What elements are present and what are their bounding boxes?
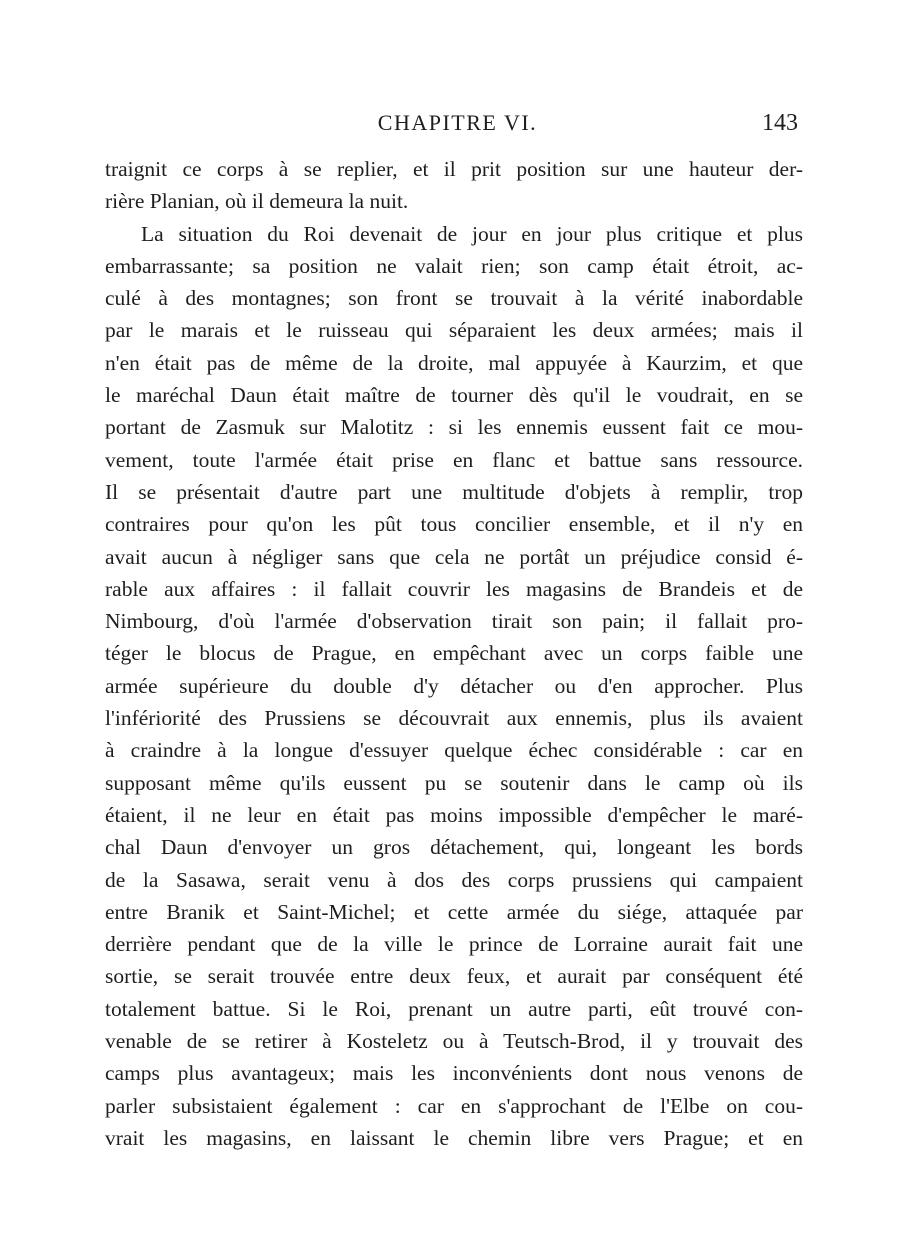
chapter-title: CHAPITRE VI. xyxy=(377,110,538,135)
text-line: étaient, il ne leur en était pas moins impossible d'empêcher le maré- xyxy=(105,802,803,827)
text-line: à craindre à la longue d'essuyer quelque échec considérable : car en xyxy=(105,738,803,763)
text-line: de la Sasawa, serait venu à dos des corps prussiens qui campaient xyxy=(105,867,803,892)
text-line: totalement battue. Si le Roi, prenant un autre parti, eût trouvé con- xyxy=(105,996,803,1021)
text-line: le maréchal Daun était maître de tourner dès qu'il le voudrait, en se xyxy=(105,383,803,408)
text-line: par le marais et le ruisseau qui séparaient les deux armées; mais il xyxy=(105,318,803,343)
running-head xyxy=(0,108,900,138)
text-line: Nimbourg, d'où l'armée d'observation tirait son pain; il fallait pro- xyxy=(105,609,803,634)
text-line: contraires pour qu'on les pût tous concilier ensemble, et il n'y en xyxy=(105,512,803,537)
text-line: n'en était pas de même de la droite, mal appuyée à Kaurzim, et que xyxy=(105,350,803,375)
text-line: rable aux affaires : il fallait couvrir les magasins de Brandeis et de xyxy=(105,576,803,601)
text-line: Il se présentait d'autre part une multitude d'objets à remplir, trop xyxy=(105,479,803,504)
text-line: parler subsistaient également : car en s'approchant de l'Elbe on cou- xyxy=(105,1093,803,1118)
text-line: entre Branik et Saint-Michel; et cette armée du siége, attaquée par xyxy=(105,899,803,924)
text-line: armée supérieure du double d'y détacher ou d'en approcher. Plus xyxy=(105,673,803,698)
text-line: rière Planian, où il demeura la nuit. xyxy=(105,189,409,214)
text-line: traignit ce corps à se replier, et il prit position sur une hauteur der- xyxy=(105,157,803,181)
text-line: portant de Zasmuk sur Malotitz : si les ennemis eussent fait ce mou- xyxy=(105,415,803,440)
page-number: 143 xyxy=(762,110,798,136)
text-line: sortie, se serait trouvée entre deux feux, et aurait par conséquent été xyxy=(105,964,803,989)
text-line: culé à des montagnes; son front se trouvait à la vérité inabordable xyxy=(105,286,803,311)
text-line: vrait les magasins, en laissant le chemin libre vers Prague; et en xyxy=(105,1125,803,1150)
text-line: camps plus avantageux; mais les inconvénients dont nous venons de xyxy=(105,1061,803,1086)
text-line: venable de se retirer à Kosteletz ou à Teutsch-Brod, il y trouvait des xyxy=(105,1029,803,1054)
text-line: embarrassante; sa position ne valait rien; son camp était étroit, ac- xyxy=(105,253,803,278)
text-line: supposant même qu'ils eussent pu se soutenir dans le camp où ils xyxy=(105,770,803,795)
text-line: derrière pendant que de la ville le prince de Lorraine aurait fait une xyxy=(105,932,803,957)
text-line: l'infériorité des Prussiens se découvrait aux ennemis, plus ils avaient xyxy=(105,706,803,731)
body-text xyxy=(105,153,803,1154)
text-line: chal Daun d'envoyer un gros détachement, qui, longeant les bords xyxy=(105,835,803,860)
text-line: avait aucun à négliger sans que cela ne portât un préjudice consid é- xyxy=(105,544,803,569)
text-line: La situation du Roi devenait de jour en jour plus critique et plus xyxy=(141,221,803,246)
text-line: vement, toute l'armée était prise en flanc et battue sans ressource. xyxy=(105,447,803,472)
text-line: téger le blocus de Prague, en empêchant avec un corps faible une xyxy=(105,641,803,666)
